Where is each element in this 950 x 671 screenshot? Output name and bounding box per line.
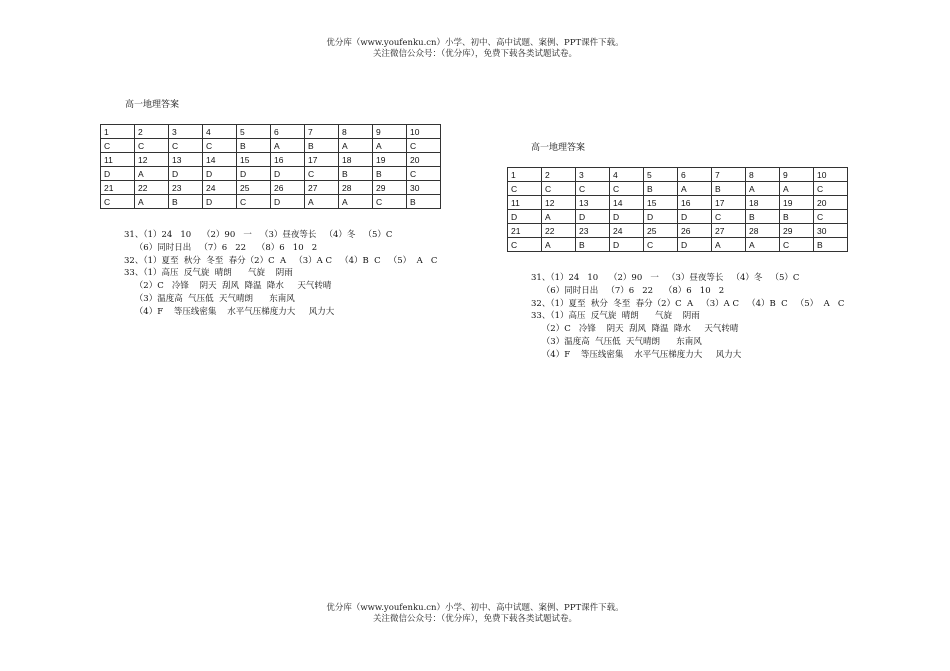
table-cell: C [610, 182, 644, 196]
table-cell: 16 [678, 196, 712, 210]
answer-line: 31、（1）24 10 （2）90 一 （3）昼夜等长 （4）冬 （5）C [531, 273, 800, 283]
table-cell: C [644, 238, 678, 252]
left-answer-table [100, 124, 441, 209]
table-cell: 12 [135, 153, 169, 167]
answer-line: （4）F 等压线密集 水平气压梯度力大 风力大 [531, 349, 742, 360]
table-cell: A [746, 182, 780, 196]
table-cell: C [101, 195, 135, 209]
table-cell: B [780, 210, 814, 224]
table-cell: 10 [814, 168, 848, 182]
table-cell: A [135, 167, 169, 181]
page-header [0, 38, 950, 60]
table-cell: 28 [746, 224, 780, 238]
table-cell: 24 [610, 224, 644, 238]
table-cell: 4 [203, 125, 237, 139]
table-cell: 20 [814, 196, 848, 210]
table-row [101, 139, 441, 153]
table-cell: A [678, 182, 712, 196]
table-cell: C [814, 182, 848, 196]
table-row [508, 182, 848, 196]
table-cell: C [237, 195, 271, 209]
answer-line: （4）F 等压线密集 水平气压梯度力大 风力大 [124, 306, 335, 317]
answer-line: （6）同时日出 （7）6 22 （8）6 10 2 [531, 285, 725, 296]
table-cell: 18 [339, 153, 373, 167]
table-cell: B [169, 195, 203, 209]
table-cell: A [339, 139, 373, 153]
table-cell: 17 [712, 196, 746, 210]
table-cell: A [135, 195, 169, 209]
table-cell: 1 [101, 125, 135, 139]
table-cell: 11 [508, 196, 542, 210]
table-cell: B [237, 139, 271, 153]
table-cell: 19 [780, 196, 814, 210]
table-row [508, 168, 848, 182]
table-cell: D [508, 210, 542, 224]
table-row [508, 224, 848, 238]
table-row [101, 153, 441, 167]
answer-line: 33、（1）高压 反气旋 晴朗 气旋 阴雨 [124, 268, 293, 279]
table-cell: C [135, 139, 169, 153]
table-cell: 13 [169, 153, 203, 167]
table-cell: 5 [644, 168, 678, 182]
page-footer [0, 603, 950, 625]
right-answer-table [507, 167, 848, 252]
table-row [101, 195, 441, 209]
table-cell: B [746, 210, 780, 224]
table-cell: 11 [101, 153, 135, 167]
table-cell: A [542, 238, 576, 252]
table-cell: D [678, 238, 712, 252]
table-cell: 24 [203, 181, 237, 195]
table-cell: 21 [101, 181, 135, 195]
table-cell: 8 [746, 168, 780, 182]
header-line-1: 优分库（www.youfenku.cn）小学、初中、高中试题、案例、PPT课件下载。 [326, 38, 624, 48]
table-cell: 15 [237, 153, 271, 167]
table-cell: A [712, 238, 746, 252]
table-cell: 3 [169, 125, 203, 139]
table-cell: 27 [305, 181, 339, 195]
table-cell: B [407, 195, 441, 209]
table-cell: 9 [780, 168, 814, 182]
answer-line: （2）C 冷锋 阴天 刮风 降温 降水 天气转晴 [531, 324, 739, 335]
answer-line: 33、（1）高压 反气旋 晴朗 气旋 阴雨 [531, 311, 700, 322]
answer-line: 32、（1）夏至 秋分 冬至 春分（2）C A （3）A C （4）B C （5） A C [531, 298, 845, 309]
table-cell: A [780, 182, 814, 196]
answer-line: （2）C 冷锋 阴天 刮风 降温 降水 天气转晴 [124, 281, 332, 292]
table-row [508, 210, 848, 224]
table-cell: 18 [746, 196, 780, 210]
table-cell: B [339, 167, 373, 181]
table-cell: 23 [576, 224, 610, 238]
table-cell: 6 [678, 168, 712, 182]
table-cell: 7 [712, 168, 746, 182]
table-cell: B [814, 238, 848, 252]
table-cell: B [712, 182, 746, 196]
footer-line-1: 优分库（www.youfenku.cn）小学、初中、高中试题、案例、PPT课件下载。 [326, 603, 624, 613]
answer-line: （6）同时日出 （7）6 22 （8）6 10 2 [124, 242, 318, 253]
table-cell: C [542, 182, 576, 196]
table-cell: D [644, 210, 678, 224]
table-cell: D [610, 238, 644, 252]
table-cell: 21 [508, 224, 542, 238]
table-cell: A [305, 195, 339, 209]
table-cell: C [576, 182, 610, 196]
table-cell: 3 [576, 168, 610, 182]
table-cell: 15 [644, 196, 678, 210]
table-cell: D [203, 167, 237, 181]
answer-line: （3）温度高 气压低 天气晴朗 东南风 [124, 293, 295, 304]
table-cell: 8 [339, 125, 373, 139]
table-cell: C [814, 210, 848, 224]
table-cell: 19 [373, 153, 407, 167]
table-cell: 22 [542, 224, 576, 238]
table-cell: 2 [542, 168, 576, 182]
table-cell: 7 [305, 125, 339, 139]
table-cell: B [644, 182, 678, 196]
table-cell: B [576, 238, 610, 252]
table-cell: 1 [508, 168, 542, 182]
table-cell: 25 [237, 181, 271, 195]
table-cell: C [712, 210, 746, 224]
table-cell: D [576, 210, 610, 224]
table-cell: 30 [814, 224, 848, 238]
table-cell: A [373, 139, 407, 153]
table-cell: C [780, 238, 814, 252]
table-cell: A [746, 238, 780, 252]
table-cell: D [203, 195, 237, 209]
table-row [101, 125, 441, 139]
table-cell: C [169, 139, 203, 153]
table-cell: D [271, 195, 305, 209]
table-cell: C [203, 139, 237, 153]
table-cell: D [610, 210, 644, 224]
table-cell: 6 [271, 125, 305, 139]
table-cell: D [678, 210, 712, 224]
table-row [508, 196, 848, 210]
table-cell: 26 [271, 181, 305, 195]
table-cell: 28 [339, 181, 373, 195]
table-cell: A [339, 195, 373, 209]
table-cell: D [101, 167, 135, 181]
table-cell: 2 [135, 125, 169, 139]
table-cell: 23 [169, 181, 203, 195]
table-row [101, 167, 441, 181]
table-cell: 10 [407, 125, 441, 139]
answer-line: 31、（1）24 10 （2）90 一 （3）昼夜等长 （4）冬 （5）C [124, 230, 393, 240]
table-cell: C [407, 167, 441, 181]
table-row [508, 238, 848, 252]
table-cell: D [169, 167, 203, 181]
table-cell: 29 [373, 181, 407, 195]
table-cell: 26 [678, 224, 712, 238]
answer-line: 32、（1）夏至 秋分 冬至 春分（2）C A （3）A C （4）B C （5） A C [124, 255, 438, 266]
table-cell: 16 [271, 153, 305, 167]
table-row [101, 181, 441, 195]
table-cell: C [508, 182, 542, 196]
left-title: 高一地理答案 [125, 100, 180, 110]
table-cell: 27 [712, 224, 746, 238]
table-cell: 13 [576, 196, 610, 210]
table-cell: A [271, 139, 305, 153]
table-cell: D [237, 167, 271, 181]
table-cell: 20 [407, 153, 441, 167]
table-cell: C [101, 139, 135, 153]
table-cell: B [373, 167, 407, 181]
table-cell: 14 [610, 196, 644, 210]
answer-line: （3）温度高 气压低 天气晴朗 东南风 [531, 336, 702, 347]
table-cell: 12 [542, 196, 576, 210]
table-cell: C [508, 238, 542, 252]
table-cell: B [305, 139, 339, 153]
right-answer-lines [531, 272, 844, 362]
footer-line-2: 关注微信公众号：（优分库），免费下载各类试题试卷。 [372, 614, 577, 624]
table-cell: 14 [203, 153, 237, 167]
table-cell: 9 [373, 125, 407, 139]
table-cell: 5 [237, 125, 271, 139]
table-cell: C [373, 195, 407, 209]
table-cell: 30 [407, 181, 441, 195]
table-cell: C [305, 167, 339, 181]
table-cell: 22 [135, 181, 169, 195]
table-cell: 29 [780, 224, 814, 238]
table-cell: 17 [305, 153, 339, 167]
table-cell: D [271, 167, 305, 181]
table-cell: A [542, 210, 576, 224]
table-cell: C [407, 139, 441, 153]
left-answer-lines [124, 229, 437, 319]
table-cell: 25 [644, 224, 678, 238]
right-title: 高一地理答案 [531, 143, 586, 153]
table-cell: 4 [610, 168, 644, 182]
header-line-2: 关注微信公众号：（优分库），免费下载各类试题试卷。 [372, 49, 577, 59]
